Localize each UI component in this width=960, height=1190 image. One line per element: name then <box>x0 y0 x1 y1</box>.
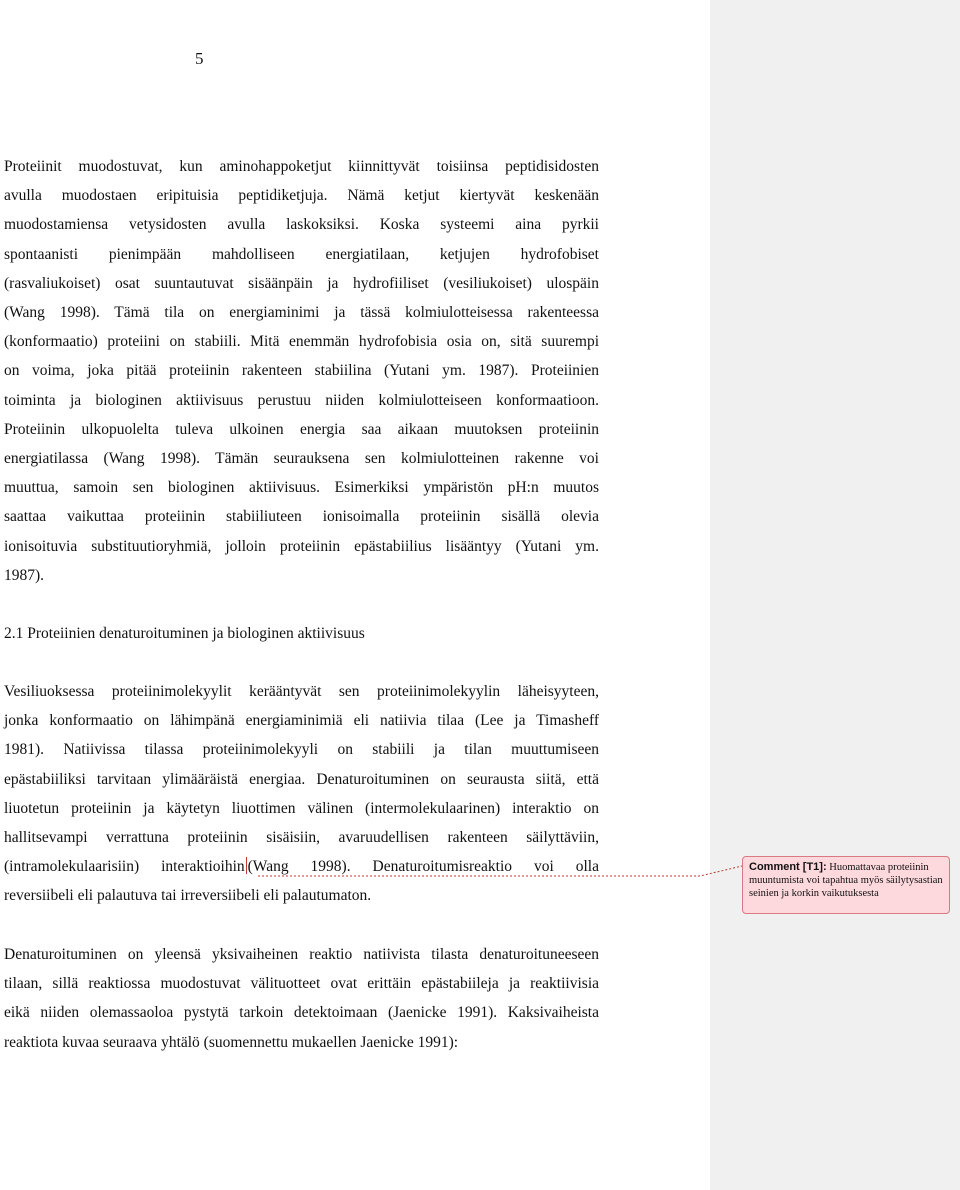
text-segment: (intramolekulaarisiin) interaktioihin <box>4 858 245 876</box>
text-line: reaktiota kuvaa seuraava yhtälö (suomennettu mukaellen Jaenicke 1991): <box>4 1033 459 1051</box>
text-line: 1981). Natiivissa tilassa proteiinimolekyyli on stabiili ja tilan muuttumiseen <box>4 741 599 759</box>
text-line: (konformaatio) proteiini on stabiili. Mitä enemmän hydrofobisia osia on, sitä suurempi <box>4 333 599 351</box>
text-line: Vesiliuoksessa proteiinimolekyylit kerääntyvät sen proteiinimolekyylin läheisyyteen, <box>4 683 599 700</box>
text-line: (Wang 1998). Tämä tila on energiaminimi ja tässä kolmiulotteisessa rakenteessa <box>4 304 599 322</box>
text-line: epästabiiliksi tarvitaan ylimääräistä energiaa. Denaturoituminen on seurausta siitä, että <box>4 770 599 788</box>
comment-margin <box>710 0 960 1190</box>
text-line: ionisoituvia substituutioryhmiä, jolloin proteiinin epästabiilius lisääntyy (Yutani ym. <box>4 537 599 555</box>
page-number: 5 <box>195 49 204 68</box>
text-line: 1987). <box>4 566 45 584</box>
text-line: saattaa vaikuttaa proteiinin stabiiliuteen ionisoimalla proteiinin sisällä olevia <box>4 508 599 526</box>
text-line: Denaturoituminen on yleensä yksivaiheinen reaktio natiivista tilasta denaturoituneeseen <box>4 946 599 963</box>
comment-text: Huomattavaa proteiinin muuntumista voi tapahtua myös säilytysastian seinien ja korkin vaikutuksesta <box>749 862 943 899</box>
text-line: spontaanisti pienimpään mahdolliseen energiatilaan, ketjujen hydrofobiset <box>4 245 599 263</box>
text-line: avulla muodostaen eripituisia peptidiketjuja. Nämä ketjut kiertyvät keskenään <box>4 187 599 205</box>
text-line: muuttua, samoin sen biologinen aktiivisuus. Esimerkiksi ympäristön pH:n muutos <box>4 479 599 497</box>
text-line: Proteiinit muodostuvat, kun aminohappoketjut kiinnittyvät toisiinsa peptidisidosten <box>4 158 599 175</box>
paragraph-3 <box>4 940 599 1057</box>
text-line: tilaan, sillä reaktiossa muodostuvat välituotteet ovat erittäin epästabiileja ja reaktiivisia <box>4 975 599 993</box>
text-line: toiminta ja biologinen aktiivisuus perustuu niiden kolmiulotteiseen konformaatioon. <box>4 391 599 409</box>
text-line: on voima, joka pitää proteiinin rakenteen stabiilina (Yutani ym. 1987). Proteiinien <box>4 362 599 380</box>
comment-anchor-marker[interactable] <box>246 857 247 874</box>
text-line: Proteiinin ulkopuolelta tuleva ulkoinen energia saa aikaan muutoksen proteiinin <box>4 420 599 438</box>
text-line: reversiibeli eli palautuva tai irreversiibeli eli palautumaton. <box>4 887 372 905</box>
paragraph-1 <box>4 152 599 590</box>
text-line: eikä niiden olemassaoloa pystytä tarkoin detektoimaan (Jaenicke 1991). Kaksivaiheista <box>4 1004 599 1022</box>
text-line: muodostamiensa vetysidosten avulla laskoksiksi. Koska systeemi aina pyrkii <box>4 216 599 234</box>
text-line: jonka konformaatio on lähimpänä energiaminimiä eli natiivia tilaa (Lee ja Timasheff <box>4 712 599 730</box>
text-line: energiatilassa (Wang 1998). Tämän seurauksena sen kolmiulotteinen rakenne voi <box>4 450 599 468</box>
text-line-with-comment-anchor <box>4 852 599 881</box>
text-line: hallitsevampi verrattuna proteiinin sisäisiin, avaruudellisen rakenteen säilyttäviin, <box>4 829 599 847</box>
text-line: (rasvaliukoiset) osat suuntautuvat sisäänpäin ja hydrofiiliset (vesiliukoiset) ulospäin <box>4 274 599 292</box>
section-heading: 2.1 Proteiinien denaturoituminen ja biologinen aktiivisuus <box>4 625 365 642</box>
paragraph-2 <box>4 677 599 911</box>
comment-label: Comment [T1]: <box>749 861 827 873</box>
text-segment: (Wang 1998). Denaturoitumisreaktio voi olla <box>247 858 599 876</box>
comment-balloon[interactable] <box>742 856 950 914</box>
text-line: liuotetun proteiinin ja käytetyn liuottimen välinen (intermolekulaarinen) interaktio on <box>4 799 599 817</box>
